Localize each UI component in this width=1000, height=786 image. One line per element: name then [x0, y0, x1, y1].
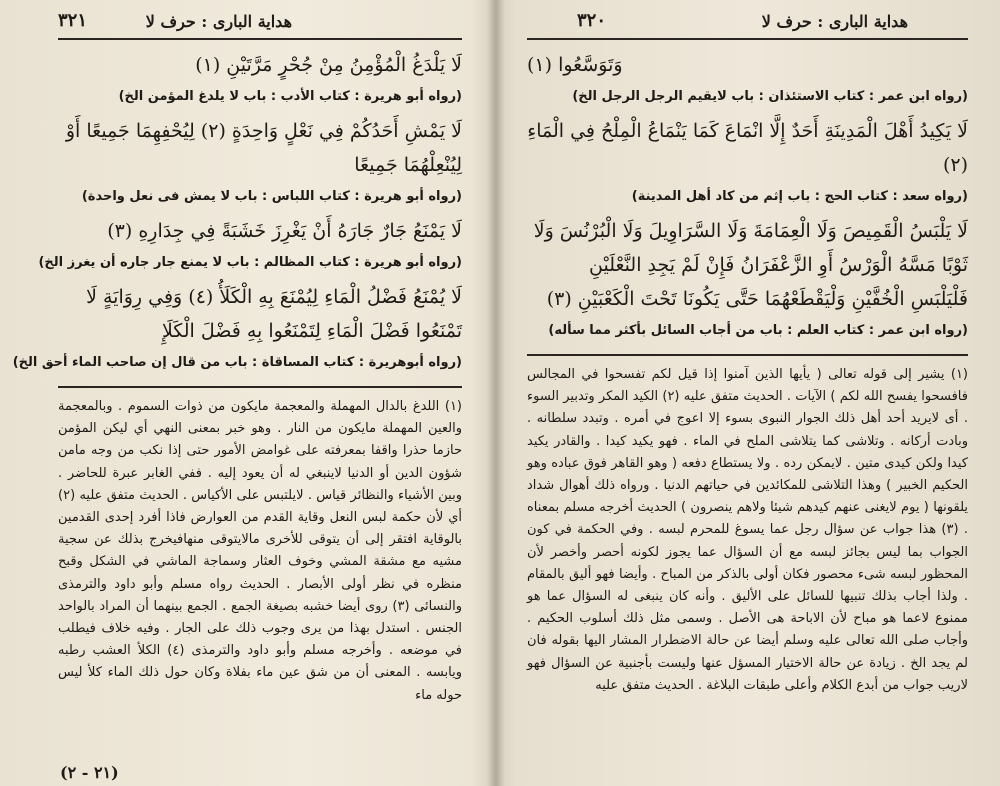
left-page-number: ٣٢١ [58, 10, 88, 31]
right-hadith-block [527, 48, 968, 344]
hadith-text: لَا يَلْدَغُ الْمُؤْمِنُ مِنْ جُحْرٍ مَرَّتَيْنِ (١) [195, 54, 462, 76]
book-gutter [487, 0, 505, 786]
hadith-reference: (رواه أبوهريرة : كتاب المساقاة : باب من قال إن صاحب الماء أحق الخ) [12, 355, 462, 370]
footnote-divider [527, 354, 968, 356]
hadith-text: لَا يَكِيدُ أَهْلَ الْمَدِينَةِ أَحَدٌ إِلَّا انْمَاعَ كَمَا يَنْمَاعُ الْمِلْحُ فِي الْمَاءِ (٢) [527, 120, 968, 176]
left-running-title: هداية البارى : حرف لا [145, 12, 292, 31]
hadith-text: وَتَوَسَّعُوا (١) [527, 54, 623, 76]
footnote-divider [58, 386, 462, 388]
left-footnotes: (١) اللدغ بالدال المهملة والمعجمة مايكون من ذوات السموم . وبالمعجمة والعين المهملة مايكون من النار . وهو خبر بمعنى النهي أي ليكن المؤمن حازما حذرا واقفا بمعرفته على غوامض الأمور حتى إذا نكب من وجه مامن شؤون الدين أو الدنيا لاينبغي له أن يعود إليه . ففي الغابر عبرة للحاضر . وبين الأشياء والنظائر قياس . لايلتبس على الأكياس . الحديث متفق عليه (٢) أي لأن حكمة لبس النعل وقاية القدم من العوارض فاذا أفرد إحدى القدمين بالوقاية افتقر إلى أن يتوقى للأخرى مالايتوقى منهافيخرج بذلك عن سجية مشيه مع مشقة المشي وخوف العثار وسماجة الماشي في الشكل وقبح منظره في نظر أولى الأبصار . الحديث رواه مسلم وأبو داود والترمذى والنسائى (٣) روى أيضا خشبه بصيغة الجمع . الجمع بينهما أن المراد بالواحد الجنس . استدل بهذا من يرى وجوب ذلك على الجار . وفيه خلاف فيطلب في موضعه . وأخرجه مسلم وأبو داود والترمذى (٤) الكلأ العشب رطبه ويابسه . المعنى أن من شق عين ماء بفلاة وكان حول ذلك الماء كلأ ليس حوله ماء [58, 399, 463, 703]
right-running-title: هداية البارى : حرف لا [761, 12, 908, 31]
right-footnotes: (١) يشير إلى قوله تعالى ( يأيها الذين آمنوا إذا قيل لكم تفسحوا في المجالس فافسحوا يفسح الله لكم ) الآيات . الحديث متفق عليه (٢) الكيد المكر وتدبير السوء . أى لايريد أحد أهل ذلك الجوار النبوى بسوء إلا اعوج في أمره . وتبدد سلطانه . وبادت أركانه . وتلاشى كما يتلاشى الملح في الماء . فهو يكيد كيدا . والقادر يكيد كيدا ولكن كيدى متين . لايمكن رده . ولا يستطاع دفعه ( وهو القاهر فوق عباده وهو الحكيم الخبير ) وهذا التلاشى للمكائدين في حياتهم الدنيا . ورواه ذلك أهوال شداد يلقونها ( يوم لايغنى عنهم كيدهم شيئا ولاهم ينصرون ) الحديث أخرجه مسلم بمعناه . (٣) هذا جواب عن سؤال رجل عما يسوغ للمحرم لبسه . وفي الحكمة في كون الجواب بما ليس بجائز لبسه مع أن السؤال عما يجوز لكونه أحصر وأخصر لأن المحظور لبسه شىء محصور فكان أولى بالذكر من المباح . وأيضا فهو أليق بالمقام . ولذا أجاب بذلك تنبيها للسائل على الأليق . وأنه كان ينبغى له السؤال عما هو ممنوع لاعما هو مباح لأن الاباحة هى الأصل . وسمى مثل ذلك أسلوب الحكيم . وأجاب صلى الله تعالى عليه وسلم أيضا عن حالة الاضطرار المشار اليها بقوله فان لم يجد الخ . زيادة عن حالة الاختيار المسؤل عنها وليست بأجنبية عن السؤال فهو لاريب جواب من أبدع الكلام وأعلى طبقات البلاغة . الحديث متفق عليه [527, 367, 968, 693]
signature-mark: (٢١ - ٢) [60, 763, 119, 782]
right-page-number: ٣٢٠ [577, 10, 607, 31]
hadith-reference: (رواه أبو هريرة : كتاب المظالم : باب لا يمنع جار جاره أن يغرز الخ) [38, 255, 462, 270]
hadith-text: لَا يَمْشِ أَحَدُكُمْ فِي نَعْلٍ وَاحِدَةٍ (٢) لِيُحْفِهِمَا جَمِيعًا أَوْ لِيُنْعِلْهُمَا جَمِيعًا [65, 120, 462, 176]
hadith-reference: (رواه أبو هريرة : كتاب اللباس : باب لا يمش فى نعل واحدة) [81, 189, 462, 204]
left-page-header [58, 8, 462, 40]
hadith-reference: (رواه ابن عمر : كتاب الاستئذان : باب لايقيم الرجل الرجل الخ) [572, 89, 968, 104]
right-page [505, 0, 1000, 786]
hadith-text: لَا يَلْبَسُ الْقَمِيصَ وَلَا الْعِمَامَةَ وَلَا السَّرَاوِيلَ وَلَا الْبُرْنُسَ وَلَا ثَوْبًا مَسَّهُ الْوَرْسُ أَوِ الزَّعْفَرَانُ فَإِنْ لَمْ يَجِدِ النَّعْلَيْنِ فَلْيَلْبَسِ الْخُفَّيْنِ وَلْيَقْطَعْهُمَا حَتَّى يَكُونَا تَحْتَ الْكَعْبَيْنِ (٣) [533, 220, 968, 310]
left-hadith-block [12, 48, 462, 376]
hadith-text: لَا يَمْنَعُ جَارٌ جَارَهُ أَنْ يَغْرِزَ خَشَبَةً فِي جِدَارِهِ (٣) [107, 220, 462, 242]
left-page [0, 0, 490, 786]
right-page-header [527, 8, 968, 40]
hadith-reference: (رواه ابن عمر : كتاب العلم : باب من أجاب السائل بأكثر مما سأله) [548, 323, 968, 338]
hadith-reference: (رواه سعد : كتاب الحج : باب إثم من كاد أهل المدينة) [631, 189, 968, 204]
hadith-text: لَا يُمْنَعُ فَضْلُ الْمَاءِ لِيُمْنَعَ بِهِ الْكَلَأُ (٤) وَفِي رِوَايَةٍ لَا تَمْنَعُوا فَضْلَ الْمَاءِ لِتَمْنَعُوا بِهِ فَضْلَ الْكَلَإِ [86, 286, 462, 342]
hadith-reference: (رواه أبو هريرة : كتاب الأدب : باب لا يلدغ المؤمن الخ) [118, 89, 462, 104]
